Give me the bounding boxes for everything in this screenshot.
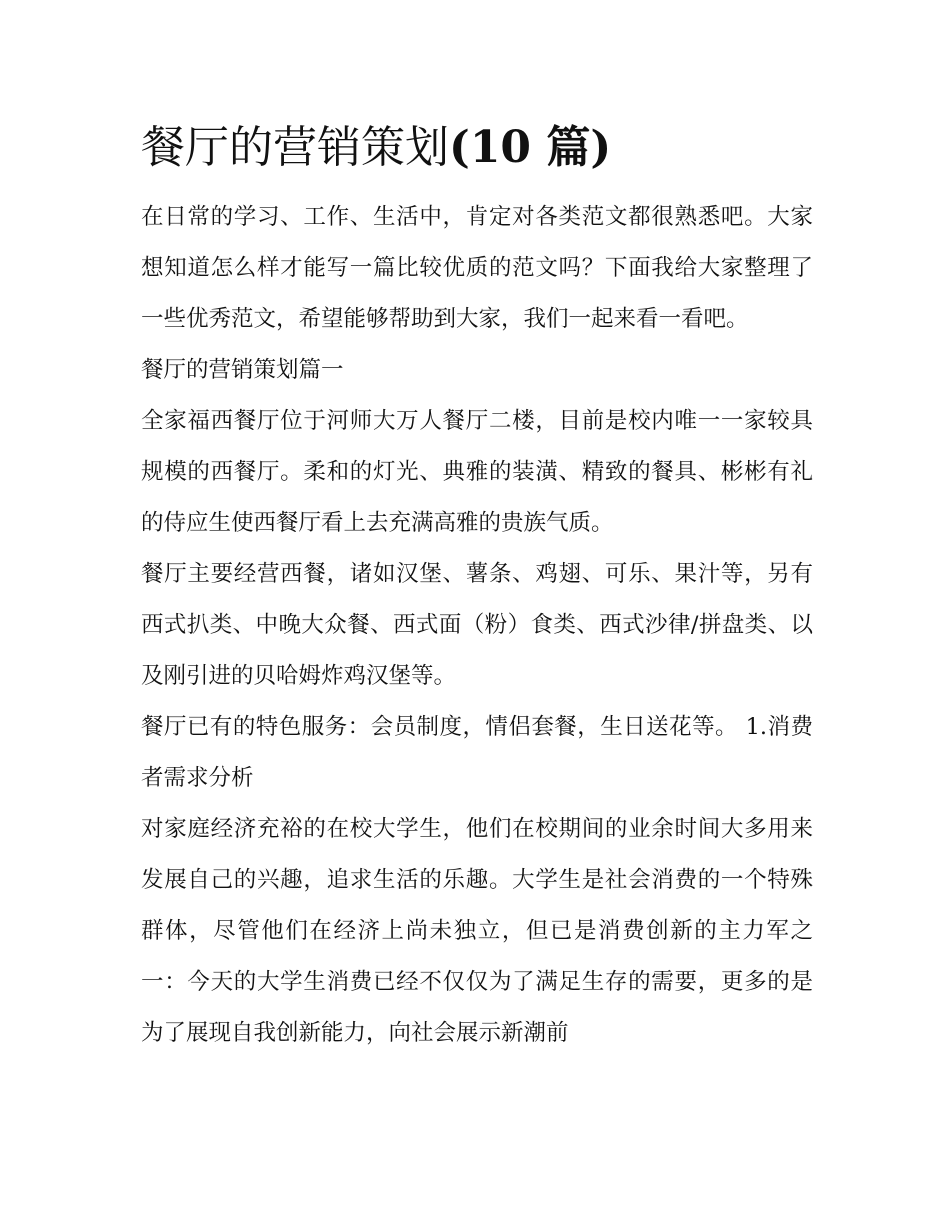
restaurant-description-paragraph: 全家福西餐厅位于河师大万人餐厅二楼，目前是校内唯一一家较具规模的西餐厅。柔和的灯光、典雅的装潢、精致的餐具、彬彬有礼的侍应生使西餐厅看上去充满高雅的贵族气质。 bbox=[141, 408, 813, 536]
menu-paragraph: 餐厅主要经营西餐，诸如汉堡、薯条、鸡翅、可乐、果汁等，另有西式扒类、中晚大众餐、西式面（粉）食类、西式沙律/拼盘类、以及刚引进的贝哈姆炸鸡汉堡等。 bbox=[141, 561, 813, 689]
title-text: 餐厅的营销策划 bbox=[141, 122, 449, 173]
services-paragraph: 餐厅已有的特色服务：会员制度，情侣套餐，生日送花等。 1.消费者需求分析 bbox=[141, 714, 813, 791]
document-title bbox=[141, 112, 813, 184]
section-heading: 餐厅的营销策划篇一 bbox=[141, 357, 344, 383]
consumer-analysis-paragraph: 对家庭经济充裕的在校大学生，他们在校期间的业余时间大多用来发展自己的兴趣，追求生活的乐趣。大学生是社会消费的一个特殊群体，尽管他们在经济上尚未独立，但已是消费创新的主力军之一：今天的大学生消费已经不仅仅为了满足生存的需要，更多的是为了展现自我创新能力，向社会展示新潮前 bbox=[141, 816, 813, 1046]
document-body bbox=[141, 112, 813, 1059]
intro-paragraph: 在日常的学习、工作、生活中，肯定对各类范文都很熟悉吧。大家想知道怎么样才能写一篇比较优质的范文吗？下面我给大家整理了一些优秀范文，希望能够帮助到大家，我们一起来看一看吧。 bbox=[141, 204, 813, 332]
title-count: (10 篇) bbox=[449, 122, 612, 173]
